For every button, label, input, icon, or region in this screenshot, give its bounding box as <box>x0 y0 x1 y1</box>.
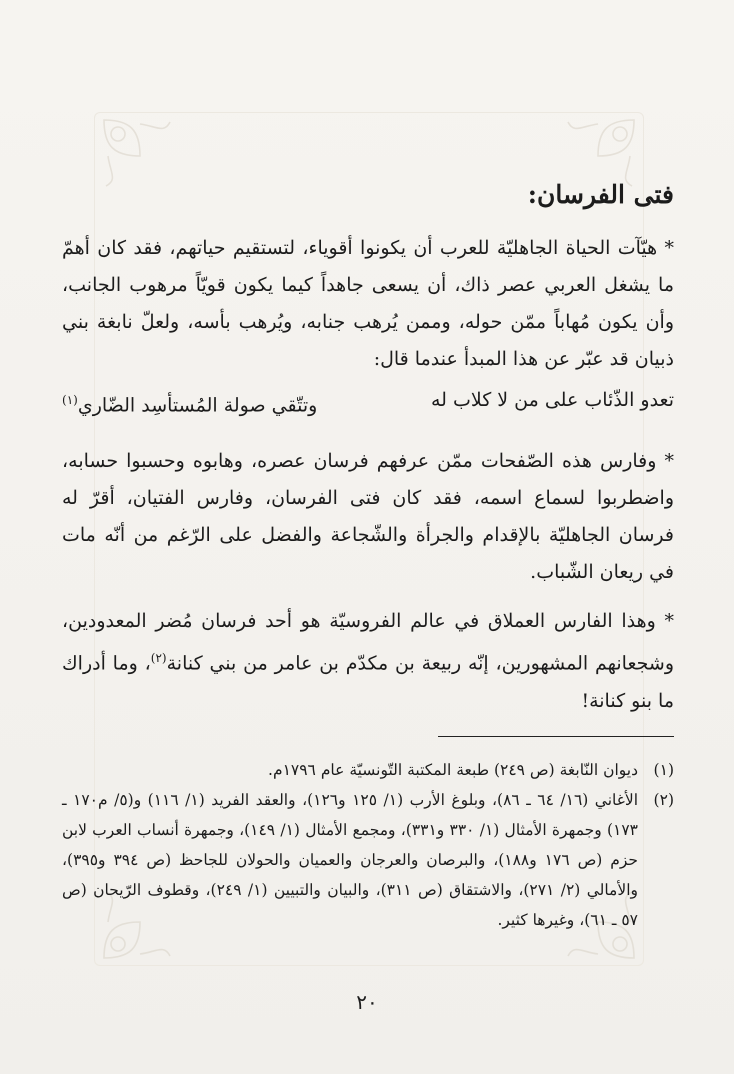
paragraph-intro: * هيّآت الحياة الجاهليّة للعرب أن يكونوا أقوياء، لتستقيم حياتهم، فقد كان أهمّ ما يشغل العربي عصر ذاك، أن يسعى جاهداً كيما يكون قويّاً مرهوب الجانب، وأن يكون مُهاباً ممّن حوله، وممن يُرهب جنابه، ويُرهب بأسه، ولعلّ نابغة بني ذبيان قد عبّر عن هذا المبدأ عندما قال: <box>62 237 674 370</box>
footnote-separator <box>438 736 674 737</box>
footnote-text: ديوان النّابغة (ص ٢٤٩) طبعة المكتبة التّونسيّة عام ١٧٩٦م. <box>268 760 638 779</box>
footnote-number: (١) <box>653 760 674 779</box>
footnote-ref: (٢) <box>150 651 167 666</box>
footnote <box>62 755 674 785</box>
verse-second-hemistich: وتتّقي صولة المُستأسِد الضّاري$^{(١)}$ <box>62 393 318 417</box>
page-number: ٢٠ <box>356 990 378 1014</box>
footnotes <box>62 755 674 935</box>
footnote <box>62 785 674 935</box>
verse-first-hemistich: تعدو الذّئاب على من لا كلاب له <box>430 389 674 411</box>
poem-verse <box>62 380 674 425</box>
footnote-ref: (١) <box>62 393 78 407</box>
page-content <box>62 176 674 935</box>
footnote-number: (٢) <box>653 790 674 809</box>
paragraph-rabia: * وهذا الفارس العملاق في عالم الفروسيّة هو أحد فرسان مُضر المعدودين، وشجعانهم المشهورين، إنّه ربيعة بن مكدّم بن عامر من بني كنانة$^{(٢)}$، وما أدراك ما بنو كنانة! <box>62 610 674 712</box>
footnote-text: الأغاني (١٦/ ٦٤ ـ ٨٦)، وبلوغ الأرب (١/ ١٢٥ و١٢٦)، والعقد الفريد (١/ ١١٦) و(٥/ م١٧٠ ـ ١٧٣) وجمهرة الأمثال (١/ ٣٣٠ و٣٣١)، ومجمع الأمثال (١/ ١٤٩)، وجمهرة أنساب العرب لابن حزم (ص ١٧٦ و١٨٨)، والبرصان والعرجان والعميان والحولان للجاحظ (ص ٣٩٤ و٣٩٥)، والأمالي (٢/ ٢٧١)، والاشتقاق (ص ٣١١)، والبيان والتبيين (١/ ٢٤٩)، وقطوف الرّيحان (ص ٥٧ ـ ٦١)، وغيرها كثير. <box>62 790 639 929</box>
section-title: فتى الفرسان: <box>527 180 674 209</box>
paragraph-knight: * وفارس هذه الصّفحات ممّن عرفهم فرسان عصره، وهابوه وحسبوا حسابه، واضطربوا لسماع اسمه، فقد كان فتى الفرسان، وفارس الفتيان، أقرّ له فرسان الجاهليّة بالإقدام والجرأة والشّجاعة والفضل على الرّغم من أنّه مات في ريعان الشّباب. <box>62 450 674 584</box>
